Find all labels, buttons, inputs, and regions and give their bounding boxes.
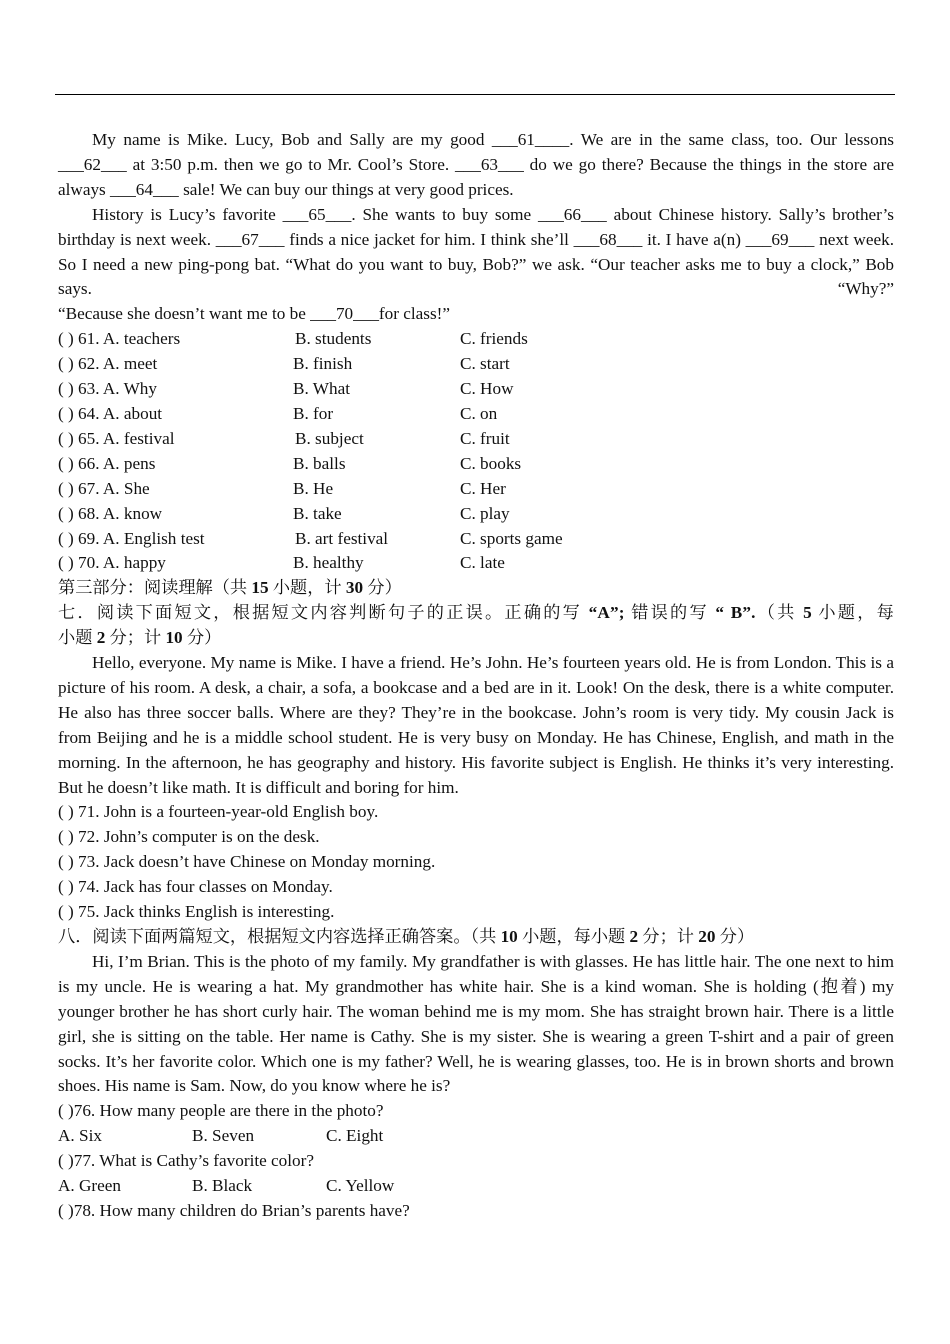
question-option-c: C. late — [460, 553, 505, 573]
question-option-c: C. on — [460, 403, 498, 423]
statement-71: ( ) 71. John is a fourteen-year-old English boy. — [58, 802, 379, 822]
statement-74: ( ) 74. Jack has four classes on Monday. — [58, 877, 333, 897]
cloze-question-68 — [58, 502, 894, 527]
section7-heading-text-4: 小题，每 — [811, 603, 894, 623]
question-option-b: B. students — [295, 329, 372, 349]
question-77-options — [58, 1174, 894, 1199]
question-76-option-a: A. Six — [58, 1126, 102, 1146]
section7-total: 10 — [165, 628, 183, 648]
cloze-paragraph-2: History is Lucy’s favorite ___65___. She wants to buy some ___66___ about Chinese history. Sally’s brother’s birthday is next week. ___67___ finds a nice jacket for him. I think she’ll ___68___ it. I have a(n) ___69___ next week. So I need a new ping-pong bat. “What do you want to buy, Bob?” we ask. “Our teacher asks me to buy a clock,” Bob says. “Why?” — [58, 204, 894, 299]
question-76: ( )76. How many people are there in the photo? — [58, 1101, 384, 1121]
question-option-a: ( ) 65. A. festival — [58, 428, 175, 448]
section8-heading-text-2: 小题，每小题 — [517, 927, 630, 946]
question-option-c: C. fruit — [460, 428, 510, 448]
question-76-option-c: C. Eight — [326, 1126, 384, 1146]
cloze-paragraph-2-end: “Because she doesn’t want me to be ___70___for class!” — [58, 304, 451, 324]
cloze-question-list — [58, 327, 894, 576]
section8-count: 10 — [500, 927, 518, 946]
question-77: ( )77. What is Cathy’s favorite color? — [58, 1151, 314, 1171]
question-option-a: ( ) 67. A. She — [58, 478, 150, 498]
header-rule — [55, 94, 895, 95]
section7-heading-text-3: （共 — [755, 603, 804, 623]
question-option-a: ( ) 66. A. pens — [58, 453, 156, 473]
question-option-c: C. How — [460, 379, 514, 399]
question-77-option-c: C. Yellow — [326, 1176, 395, 1196]
section7-heading-line2 — [58, 626, 894, 651]
section7-wrong-mark: “ B”. — [715, 603, 756, 623]
section8-passage: Hi, I’m Brian. This is the photo of my family. My grandfather is with glasses. He has little hair. The one next to him is my uncle. He is wearing a hat. My grandmother has white hair. She is a kind woman. She is holding (抱着) my younger brother he has short curly hair. The woman behind me is my mom. She has straight brown hair. There is a little girl, she is sitting on the table. Her name is Cathy. She is my sister. She is wearing a green T-shirt and a pair of green socks. It’s her favorite color. Which one is my father? Well, he is wearing glasses, too. He is in brown shorts and brown shoes. His name is Sam. Now, do you know where he is? — [58, 951, 894, 1096]
question-option-a: ( ) 70. A. happy — [58, 553, 166, 573]
question-option-a: ( ) 64. A. about — [58, 403, 163, 423]
question-option-b: B. subject — [295, 428, 364, 448]
question-option-a: ( ) 61. A. teachers — [58, 329, 181, 349]
question-77-option-a: A. Green — [58, 1176, 121, 1196]
section7-heading-text-2: 错误的写 — [624, 603, 716, 623]
question-78: ( )78. How many children do Brian’s parents have? — [58, 1200, 410, 1220]
question-option-b: B. for — [293, 403, 334, 423]
question-option-b: B. What — [293, 379, 350, 399]
question-option-c: C. play — [460, 503, 510, 523]
section7-count: 5 — [803, 603, 812, 623]
section8-heading-text-4: 分） — [715, 927, 755, 946]
section8-heading-text: 八．阅读下面两篇短文，根据短文内容选择正确答案。（共 — [58, 927, 501, 946]
cloze-paragraph-1: My name is Mike. Lucy, Bob and Sally are my good ___61____. We are in the same class, too. Our lessons ___62___ at 3:50 p.m. then we go to Mr. Cool’s Store. ___63___ do we go there? Because the things in the store are always ___64___ sale! We can buy our things at very good prices. — [58, 130, 894, 199]
question-76-options — [58, 1124, 894, 1149]
question-option-a: ( ) 69. A. English test — [58, 528, 205, 548]
section7-heading-text-6: 分；计 — [105, 628, 166, 648]
question-77-option-b: B. Black — [192, 1176, 253, 1196]
section7-heading-line1 — [58, 601, 894, 626]
question-option-c: C. books — [460, 453, 522, 473]
question-option-b: B. He — [293, 478, 334, 498]
question-option-c: C. sports game — [460, 528, 563, 548]
question-option-a: ( ) 62. A. meet — [58, 354, 158, 374]
section8-points-each: 2 — [629, 927, 639, 946]
part3-heading-text: 第三部分：阅读理解（共 — [58, 578, 252, 598]
question-option-c: C. Her — [460, 478, 506, 498]
question-option-c: C. friends — [460, 329, 528, 349]
statement-75: ( ) 75. Jack thinks English is interesting. — [58, 902, 335, 922]
statement-72: ( ) 72. John’s computer is on the desk. — [58, 827, 320, 847]
question-option-b: B. healthy — [293, 553, 364, 573]
part3-score: 30 — [345, 578, 364, 598]
part3-heading-text-3: 分） — [363, 578, 402, 598]
part3-heading-text-2: 小题，计 — [268, 578, 346, 598]
question-option-a: ( ) 68. A. know — [58, 503, 163, 523]
cloze-question-62 — [58, 352, 894, 377]
section7-statement-list — [58, 800, 894, 925]
question-option-c: C. start — [460, 354, 510, 374]
part3-count: 15 — [251, 578, 269, 598]
section7-heading-text: 七．阅读下面短文，根据短文内容判断句子的正误。正确的写 — [58, 603, 589, 623]
section7-heading-text-7: 分） — [182, 628, 222, 648]
section8-heading-text-3: 分；计 — [638, 927, 699, 946]
section7-correct-mark: “A”; — [588, 603, 625, 623]
cloze-question-69 — [58, 527, 894, 552]
section7-passage: Hello, everyone. My name is Mike. I have a friend. He’s John. He’s fourteen years old. He is from London. This is a picture of his room. A desk, a chair, a sofa, a bookcase and a bed are in it. Look! On the desk, there is a white computer. He also has three soccer balls. Where are they? They’re in the bookcase. John’s room is very tidy. My cousin Jack is from Beijing and he is a middle school student. He is very busy on Monday. He has Chinese, English, and math in the morning. In the afternoon, he has geography and history. His favorite subject is English. He thinks it’s very interesting. But he doesn’t like math. It is difficult and boring for him. — [58, 653, 894, 797]
question-option-b: B. art festival — [295, 528, 389, 548]
exam-content — [58, 128, 894, 1224]
section8-total: 20 — [698, 927, 716, 946]
cloze-question-63 — [58, 377, 894, 402]
statement-73: ( ) 73. Jack doesn’t have Chinese on Monday morning. — [58, 852, 436, 872]
cloze-question-61 — [58, 327, 894, 352]
question-option-b: B. finish — [293, 354, 353, 374]
section7-heading-text-5: 小题 — [58, 628, 97, 648]
cloze-question-67 — [58, 477, 894, 502]
cloze-question-66 — [58, 452, 894, 477]
question-76-option-b: B. Seven — [192, 1126, 255, 1146]
cloze-question-70 — [58, 551, 894, 576]
question-option-b: B. balls — [293, 453, 346, 473]
question-option-b: B. take — [293, 503, 342, 523]
question-option-a: ( ) 63. A. Why — [58, 379, 157, 399]
part3-heading — [58, 576, 894, 601]
section8-heading — [58, 925, 894, 950]
cloze-question-64 — [58, 402, 894, 427]
section7-points-each: 2 — [96, 628, 106, 648]
cloze-question-65 — [58, 427, 894, 452]
